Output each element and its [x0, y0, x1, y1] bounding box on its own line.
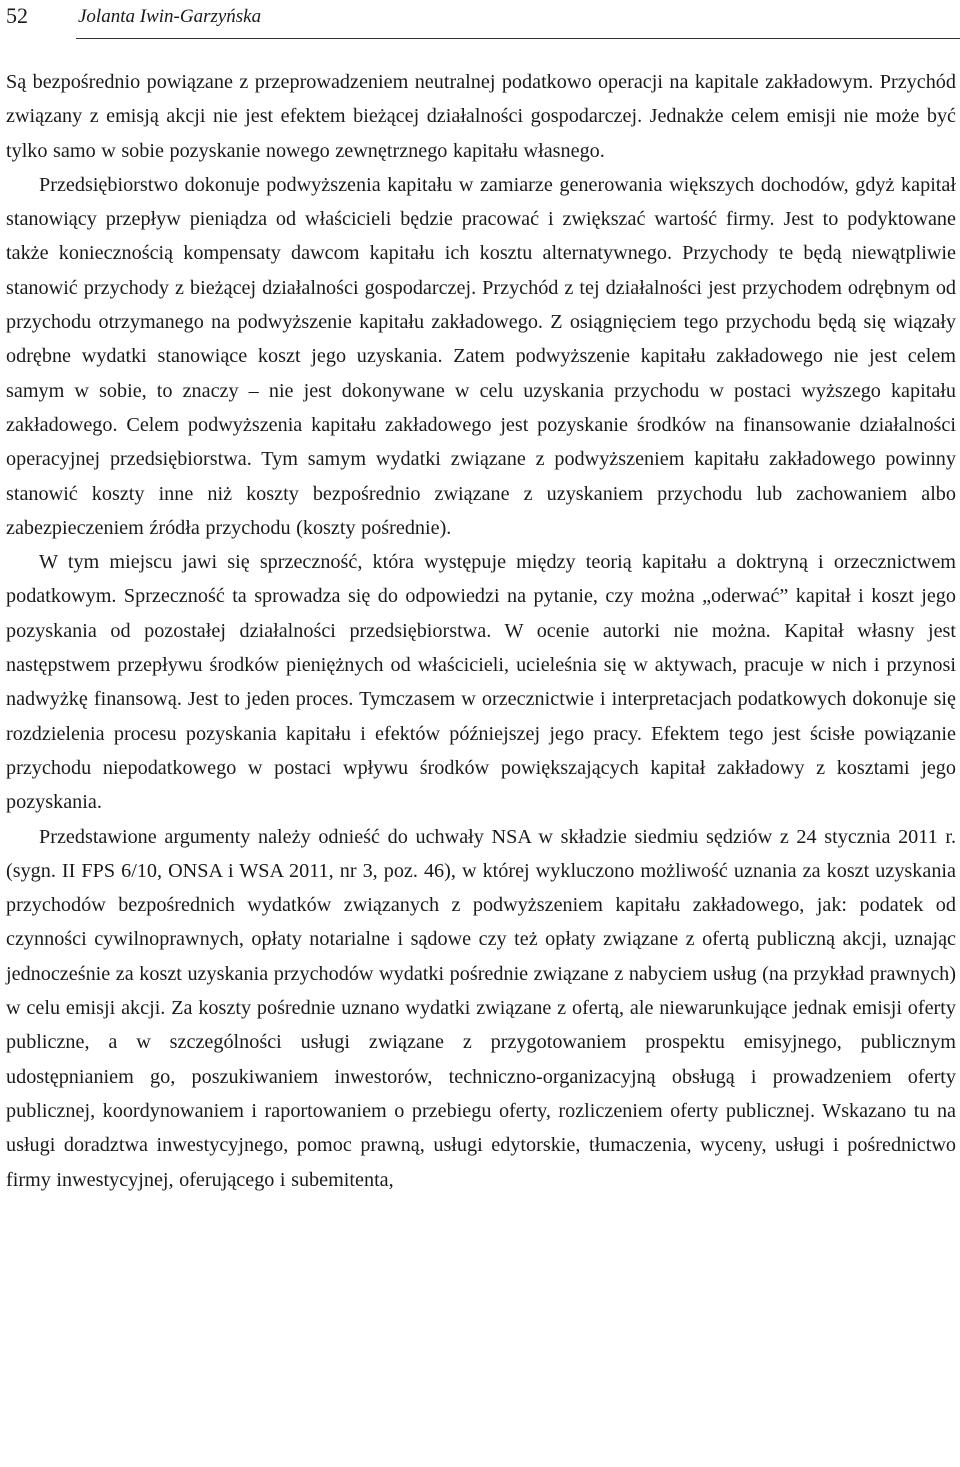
paragraph: Przedstawione argumenty należy odnieść do uchwały NSA w składzie siedmiu sędziów z 24 stycznia 2011 r. (sygn. II FPS 6/10, ONSA i WSA 2011, nr 3, poz. 46), w której wykluczono możliwość uznania za koszt uzyskania przychodów bezpośrednich wydatków związanych z podwyższeniem kapitału zakładowego, jak: podatek od czynności cywilnoprawnych, opłaty notarialne i sądowe czy też opłaty związane z ofertą publiczną akcji, uznając jednocześnie za koszt uzyskania przychodów wydatki pośrednie związane z nabyciem usług (na przykład prawnych) w celu emisji akcji. Za koszty pośrednie uznano wydatki związane z ofertą, ale niewarunkujące jednak emisji oferty publiczne, a w szczególności usługi związane z przygotowaniem prospektu emisyjnego, publicznym udostępnianiem go, poszukiwaniem inwestorów, techniczno-organizacyjną obsługą i prowadzeniem oferty publicznej, koordynowaniem i raportowaniem o przebiegu oferty, rozliczeniem oferty publicznej. Wskazano tu na usługi doradztwa inwestycyjnego, pomoc prawną, usługi edytorskie, tłumaczenia, wyceny, usługi i pośrednictwo firmy inwestycyjnej, oferującego i subemitenta, [6, 825, 956, 1191]
paragraph: Są bezpośrednio powiązane z przeprowadzeniem neutralnej podatkowo operacji na kapitale zakładowym. Przychód związany z emisją akcji nie jest efektem bieżącej działalności gospodarczej. Jednakże celem emisji nie może być tylko samo w sobie pozyskanie nowego zewnętrznego kapitału własnego. [6, 71, 956, 162]
page-body [6, 65, 956, 1197]
page-number: 52 [6, 3, 28, 28]
paragraph: W tym miejscu jawi się sprzeczność, która występuje między teorią kapitału a doktryną i orzecznictwem podatkowym. Sprzeczność ta sprowadza się do odpowiedzi na pytanie, czy można „oderwać” kapitał i koszt jego pozyskania od pozostałej działalności przedsiębiorstwa. W ocenie autorki nie można. Kapitał własny jest następstwem przepływu środków pieniężnych od właścicieli, ucieleśnia się w aktywach, pracuje w nich i przynosi nadwyżkę finansową. Jest to jeden proces. Tymczasem w orzecznictwie i interpretacjach podatkowych dokonuje się rozdzielenia procesu pozyskania kapitału i efektów późniejszej jego pracy. Efektem tego jest ścisłe powiązanie przychodu niepodatkowego w postaci wpływu środków powiększających kapitał zakładowy z kosztami jego pozyskania. [6, 551, 956, 814]
header-rule [76, 38, 960, 39]
page-header [6, 0, 960, 40]
running-head-author: Jolanta Iwin-Garzyńska [78, 6, 262, 27]
paragraph: Przedsiębiorstwo dokonuje podwyższenia kapitału w zamiarze generowania większych dochodów, gdyż kapitał stanowiący przepływ pieniądza od właścicieli będzie pracować i zwiększać wartość firmy. Jest to podyktowane także koniecznością kompensaty dawcom kapitału ich kosztu alternatywnego. Przychody te będą niewątpliwie stanowić przychody z bieżącej działalności gospodarczej. Przychód z tej działalności jest przychodem odrębnym od przychodu otrzymanego na podwyższenie kapitału zakładowego. Z osiągnięciem tego przychodu będą się wiązały odrębne wydatki stanowiące koszt jego uzyskania. Zatem podwyższenie kapitału zakładowego nie jest celem samym w sobie, to znaczy – nie jest dokonywane w celu uzyskania przychodu w postaci wyższego kapitału zakładowego. Celem podwyższenia kapitału zakładowego jest pozyskanie środków na finansowanie działalności operacyjnej przedsiębiorstwa. Tym samym wydatki związane z podwyższeniem kapitału zakładowego powinny stanowić koszty inne niż koszty bezpośrednio związane z uzyskaniem przychodu lub zachowaniem albo zabezpieczeniem źródła przychodu (koszty pośrednie). [6, 173, 956, 539]
